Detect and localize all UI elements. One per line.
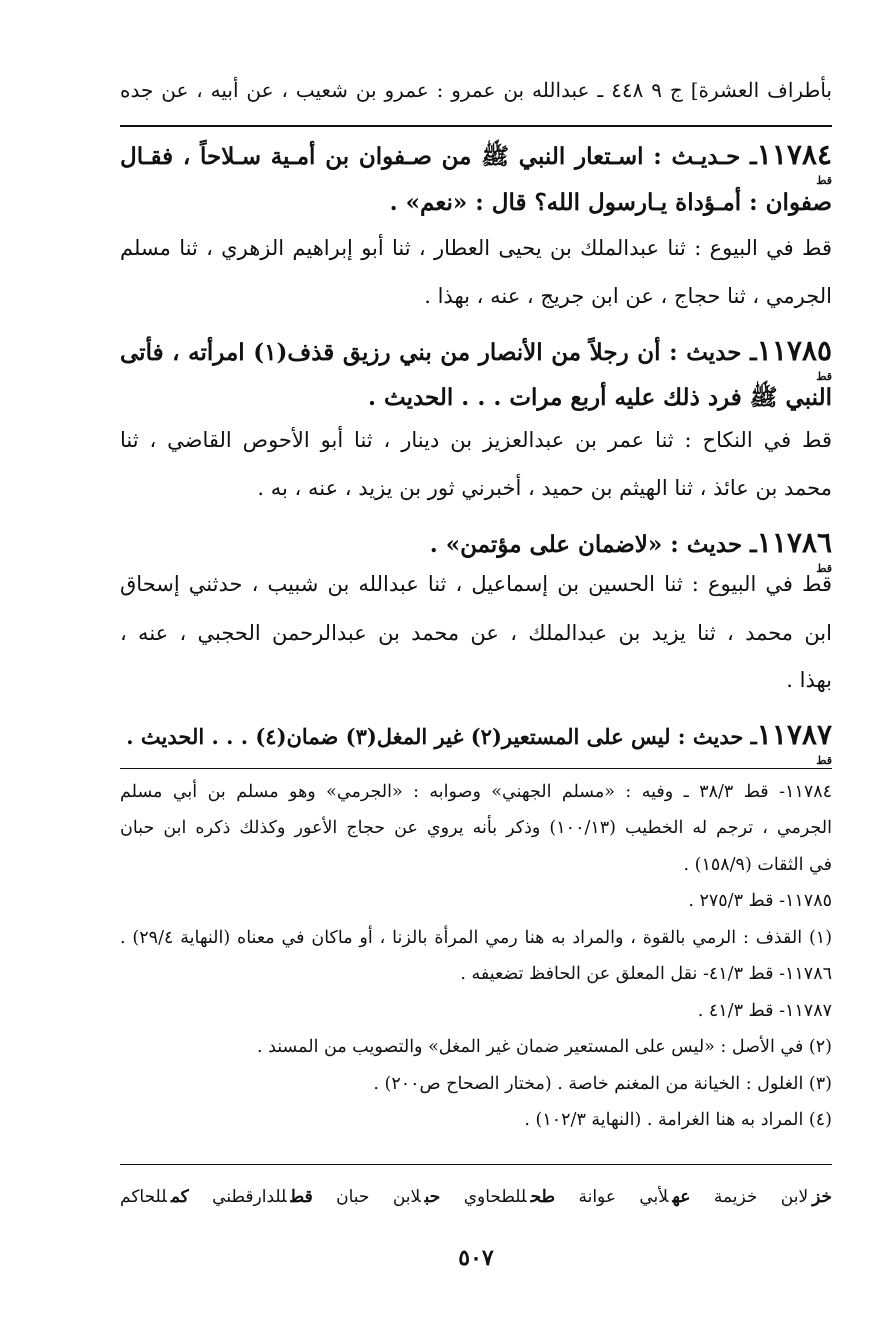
isnad-line: ابن محمد ، ثنا يزيد بن عبدالملك ، عن محمد بن عبدالرحمن الحجبي ، عنه ، — [120, 621, 832, 645]
hadith-line — [120, 526, 832, 576]
abbreviation-item — [212, 1187, 313, 1207]
book-page — [120, 70, 832, 1310]
hadith-number-text: ١١٧٨٥ — [756, 334, 832, 367]
hadith-text: ـ حديث : «لاضمان على مؤتمن» . — [429, 531, 757, 558]
hadith-line — [120, 718, 832, 768]
source-code: قط — [816, 174, 832, 188]
header-rule — [120, 125, 832, 127]
hadith-number-text: ١١٧٨٤ — [756, 138, 832, 171]
hadith-line — [120, 138, 832, 188]
source-code: قط — [816, 562, 832, 576]
abbreviation-code: طح — [530, 1187, 556, 1207]
hadith-text: ـ حديث : أن رجلاً من الأنصار من بني رزيق قذف(١) امرأته ، فأتى — [120, 339, 757, 366]
footnote-line: ١١٧٨٥- قط ٢٧٥/٣ . — [688, 891, 832, 911]
abbreviation-name: لأبي عوانة — [578, 1187, 669, 1207]
abbreviation-name: للحاكم — [120, 1187, 167, 1207]
hadith-text: ـ حـديـث : اسـتعار النبي ﷺ من صـفوان بن أمـية سـلاحاً ، فقـال — [120, 143, 757, 170]
page-number: ٥٠٧ — [458, 1245, 494, 1271]
footnote-line: ١١٧٨٧- قط ٤١/٣ . — [697, 1001, 832, 1021]
hadith-number — [756, 334, 832, 384]
footnote-line: (١) القذف : الرمي بالقوة ، والمراد به هنا رمي المرأة بالزنا ، أو ماكان في معناه (النهاية ٢٩/٤) . — [120, 928, 833, 948]
abbreviation-name: لابن حبان — [336, 1187, 421, 1207]
hadith-number-text: ١١٧٨٦ — [756, 526, 832, 559]
abbreviation-item — [578, 1187, 690, 1207]
hadith-number — [756, 138, 832, 188]
isnad-line: الجرمي ، ثنا حجاج ، عن ابن جريج ، عنه ، بهذا . — [424, 284, 832, 308]
footnote-line: (٣) الغلول : الخيانة من المغنم خاصة . (مختار الصحاح ص٢٠٠) . — [373, 1074, 832, 1094]
footnote-line: ١١٧٨٦- قط ٤١/٣- نقل المعلق عن الحافظ تضعيفه . — [460, 964, 832, 984]
isnad-line: قط في البيوع : ثنا عبدالملك بن يحيى العطار ، ثنا أبو إبراهيم الزهري ، ثنا مسلم — [120, 236, 832, 260]
abbreviation-name: للدارقطني — [212, 1187, 287, 1207]
source-code: قط — [816, 370, 832, 384]
hadith-number — [756, 526, 832, 576]
isnad-line: قط في النكاح : ثنا عمر بن عبدالعزيز بن دينار ، ثنا أبو الأحوص القاضي ، ثنا — [120, 428, 832, 452]
footnote-line: في الثقات (١٥٨/٩) . — [683, 855, 832, 875]
hadith-line: صفوان : أمـؤداة يـارسول الله؟ قال : «نعم» . — [389, 189, 832, 216]
abbreviation-legend — [120, 1187, 832, 1207]
footnote-line: الجرمي ، ترجم له الخطيب (١٠٠/١٣) وذكر بأنه يروي عن حجاج الأعور وكذلك ذكره ابن حبان — [120, 818, 832, 838]
isnad-line: بهذا . — [786, 668, 832, 692]
hadith-number-text: ١١٧٨٧ — [756, 718, 832, 751]
abbreviation-code: عه — [672, 1187, 691, 1207]
abbreviation-item — [120, 1187, 189, 1207]
abbreviation-code: خز — [812, 1187, 833, 1207]
abbreviation-name: لابن خزيمة — [713, 1187, 809, 1207]
running-header: بأطراف العشرة] ج ٩ ٤٤٨ ـ عبدالله بن عمرو : عمرو بن شعيب ، عن أبيه ، عن جده — [120, 78, 832, 102]
hadith-line — [120, 334, 832, 384]
isnad-line: قط في البيوع : ثنا الحسين بن إسماعيل ، ثنا عبدالله بن شبيب ، حدثني إسحاق — [120, 572, 832, 596]
hadith-number — [756, 718, 832, 768]
abbreviation-item — [464, 1187, 555, 1207]
abbreviation-item — [336, 1187, 440, 1207]
abbreviation-code: حب — [424, 1187, 441, 1207]
abbreviation-item — [714, 1187, 832, 1207]
abbreviation-code: كم — [170, 1187, 189, 1207]
abbreviation-rule — [120, 1164, 832, 1165]
source-code: قط — [816, 754, 832, 768]
footnote-line: (٢) في الأصل : «ليس على المستعير ضمان غير المغل» والتصويب من المسند . — [256, 1037, 832, 1057]
abbreviation-code: قط — [290, 1187, 313, 1207]
hadith-text: ـ حديث : ليس على المستعير(٢) غير المغل(٣) ضمان(٤) . . . الحديث . — [126, 724, 757, 749]
footnote-rule — [120, 768, 832, 769]
footnote-line: ١١٧٨٤- قط ٣٨/٣ ـ وفيه : «مسلم الجهني» وصوابه : «الجرمي» وهو مسلم بن أبي مسلم — [120, 782, 833, 802]
abbreviation-name: للطحاوي — [463, 1187, 527, 1207]
footnote-line: (٤) المراد به هنا الغرامة . (النهاية ١٠٢/٣) . — [524, 1110, 832, 1130]
isnad-line: محمد بن عائذ ، ثنا الهيثم بن حميد ، أخبرني ثور بن يزيد ، عنه ، به . — [257, 476, 832, 500]
hadith-line: النبي ﷺ فرد ذلك عليه أربع مرات . . . الحديث . — [367, 384, 832, 411]
